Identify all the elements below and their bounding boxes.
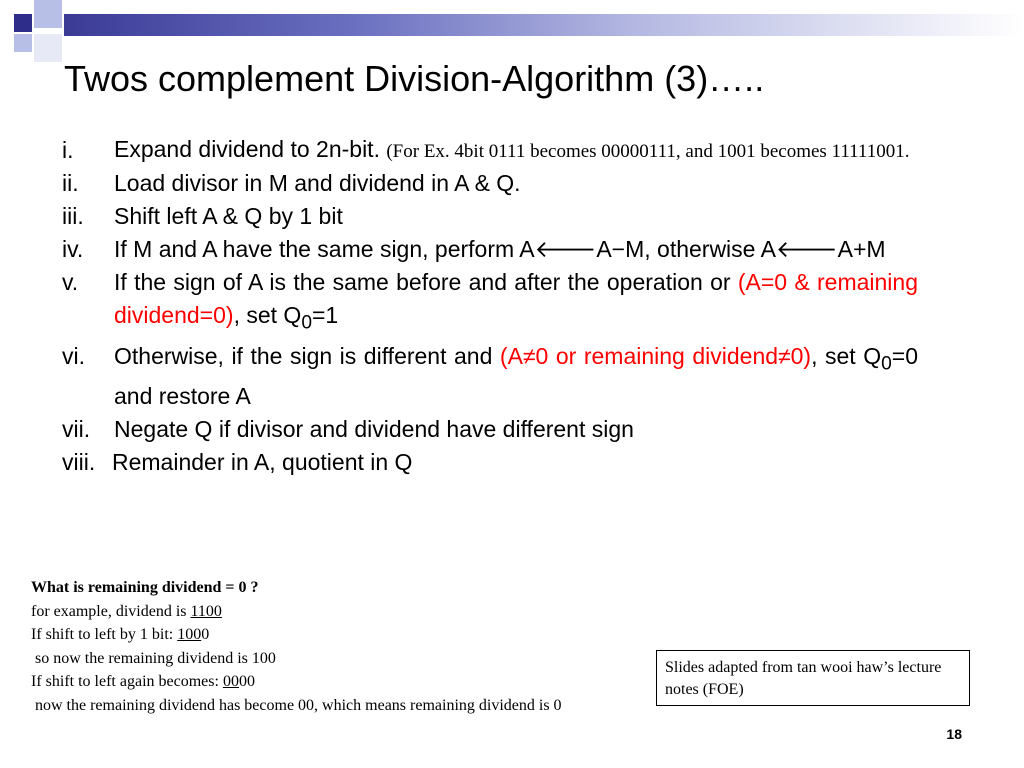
note-line — [31, 670, 591, 694]
step-text-part: Otherwise, if the sign is different and — [114, 342, 500, 369]
step-text-part: A+M — [837, 236, 886, 262]
algorithm-steps — [62, 134, 918, 479]
step-item — [62, 134, 918, 167]
step-item — [62, 200, 918, 233]
note-text: 0 — [201, 626, 210, 643]
step-item — [62, 266, 918, 340]
left-arrow-icon: 🡐 — [775, 236, 838, 262]
step-main-text: Expand dividend to 2n-bit. — [114, 136, 387, 162]
step-item — [62, 446, 918, 479]
step-item — [62, 340, 918, 414]
step-text: Load divisor in M and dividend in A & Q. — [114, 170, 521, 196]
highlight-condition: (A≠0 or remaining dividend≠0) — [499, 342, 812, 369]
underlined-bits: 00 — [222, 673, 239, 690]
step-text-part: , set Q — [233, 302, 302, 328]
page-number: 18 — [946, 726, 962, 742]
step-text — [114, 134, 918, 167]
note-line: now the remaining dividend has become 00, which means remaining dividend is 0 — [31, 696, 562, 714]
step-item — [62, 233, 918, 266]
step-number: vi. — [62, 342, 85, 369]
step-text-part: , set Q — [811, 342, 882, 369]
step-text — [114, 340, 918, 414]
note-text: for example, dividend is — [31, 602, 191, 620]
note-text: If shift to left by 1 bit: — [31, 626, 178, 643]
decor-square — [14, 14, 32, 32]
step-example-note: (For Ex. 4bit 0111 becomes 00000111, and 1001 becomes 11111001. — [386, 141, 910, 162]
step-number: viii. — [62, 449, 96, 476]
step-number: v. — [62, 269, 79, 295]
underlined-bits: 1100 — [190, 602, 222, 620]
step-number: iv. — [62, 236, 84, 262]
step-text-part: If the sign of A is the same before and after the operation or — [114, 269, 738, 295]
subscript: 0 — [881, 353, 892, 375]
step-text-part: =1 — [311, 302, 339, 328]
note-text: If shift to left again becomes: — [31, 673, 223, 690]
highlight-condition: (A=0 & remaining dividend=0) — [114, 269, 918, 328]
step-item — [62, 413, 918, 446]
credit-box: Slides adapted from tan wooi haw’s lecture notes (FOE) — [656, 650, 970, 706]
decor-square — [34, 0, 62, 28]
note-text: 00 — [238, 673, 255, 690]
note-line — [31, 600, 591, 624]
step-number: vii. — [62, 416, 91, 443]
step-text — [114, 233, 918, 266]
step-text-part: =0 and restore A — [114, 342, 919, 410]
step-text: Remainder in A, quotient in Q — [112, 449, 413, 476]
remaining-dividend-note — [31, 576, 591, 717]
step-number: i. — [62, 137, 74, 163]
underlined-bits: 100 — [177, 626, 202, 643]
left-arrow-icon: 🡐 — [534, 236, 597, 262]
step-item — [62, 167, 918, 200]
slide-title: Twos complement Division-Algorithm (3)….. — [64, 58, 765, 99]
step-number: iii. — [62, 203, 84, 229]
decor-square — [34, 34, 62, 62]
step-text-part: If M and A have the same sign, perform A — [114, 236, 535, 262]
note-line: so now the remaining dividend is 100 — [31, 649, 276, 667]
note-line — [31, 623, 591, 647]
step-text: Negate Q if divisor and dividend have different sign — [114, 416, 634, 443]
step-text-part: A−M, otherwise A — [596, 236, 776, 262]
step-text — [114, 266, 918, 340]
subscript: 0 — [301, 312, 312, 334]
title-bar-gradient — [64, 14, 1024, 36]
note-question: What is remaining dividend = 0 ? — [31, 579, 259, 596]
step-text: Shift left A & Q by 1 bit — [114, 203, 343, 229]
step-number: ii. — [62, 170, 79, 196]
decor-square — [14, 34, 32, 52]
